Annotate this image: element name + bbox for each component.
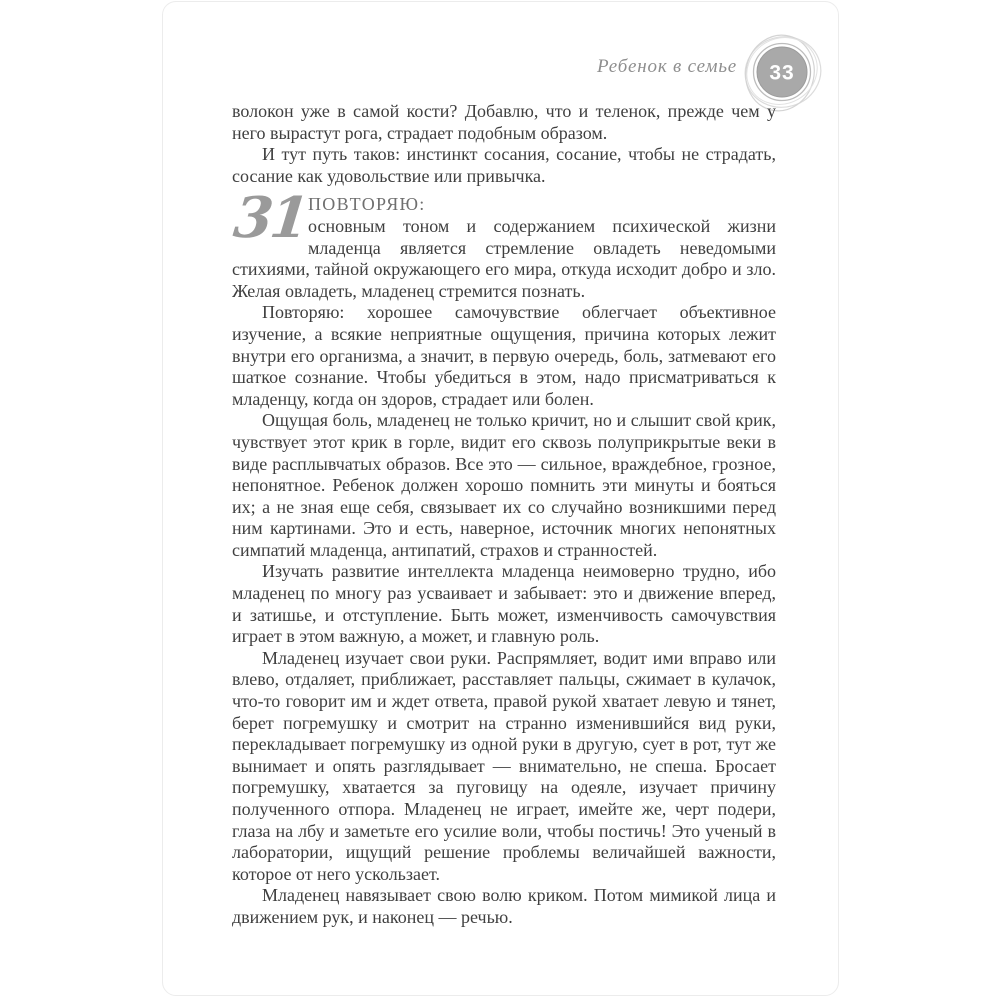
section-31 [230,185,776,302]
paragraph: Изучать развитие интеллекта младенца неимоверно трудно, ибо младенец по многу раз усваивает и забывает: это и движение вперед, и затишье, и отступление. Быть может, изменчивость самочувствия играет в этом важную, а может, и главную роль. [232,561,776,647]
section-number: 31 [230,185,310,252]
section-heading: ПОВТОРЯЮ: [308,194,426,215]
paragraph: Младенец навязывает свою волю криком. Потом мимикой лица и движением рук, и наконец — речью. [232,885,776,927]
paragraph: И тут путь таков: инстинкт сосания, сосание, чтобы не страдать, сосание как удовольствие или привычка. [232,144,776,186]
paragraph: Младенец изучает свои руки. Распрямляет, водит ими вправо или влево, отдаляет, приближает, расставляет пальцы, сжимает в кулачок, что-то говорит им и ждет ответа, правой рукой хватает левую и тянет, берет погремушку и смотрит на странно изменившийся вид руки, перекладывает погремушку из одной руки в другую, сует в рот, тут же вынимает и опять разглядывает — внимательно, не спеша. Бросает погремушку, хватается за пуговицу на одеяле, изучает причину полученного отпора. Младенец не играет, имейте же, черт подери, глаза на лбу и заметьте его усилие воли, чтобы постичь! Это ученый в лаборатории, ищущий решение проблемы величайшей важности, которое от него ускользает. [232,647,776,884]
page-text-column [232,101,776,929]
paragraph: Повторяю: хорошее самочувствие облегчает объективное изучение, а всякие неприятные ощущения, причина которых лежит внутри его организма, а значит, в первую очередь, боль, затмевают его шаткое сознание. Чтобы убедиться в этом, надо присматриваться к младенцу, когда он здоров, страдает или болен. [232,302,776,409]
running-head: Ребенок в семье [597,56,737,77]
paragraph: Ощущая боль, младенец не только кричит, но и слышит свой крик, чувствует этот крик в горле, видит его сквозь полуприкрытые веки в виде расплывчатых образов. Все это — сильное, враждебное, грозное, непонятное. Ребенок должен хорошо помнить эти минуты и бояться их; а не зная еще себя, связывает их со случайно возникшими перед ним картинами. Это и есть, наверное, источник многих непонятных симпатий младенца, антипатий, страхов и странностей. [232,410,776,560]
page-number: 33 [769,61,795,85]
section-lead-paragraph: основным тоном и содержанием психической жизни младенца является стремление овладеть неведомыми стихиями, тайной окружающего его мира, откуда исходит добро и зло. Желая овладеть, младенец стремится познать. [232,215,776,301]
paragraph: волокон уже в самой кости? Добавлю, что и теленок, прежде чем у него вырастут рога, страдает подобным образом. [232,101,776,143]
